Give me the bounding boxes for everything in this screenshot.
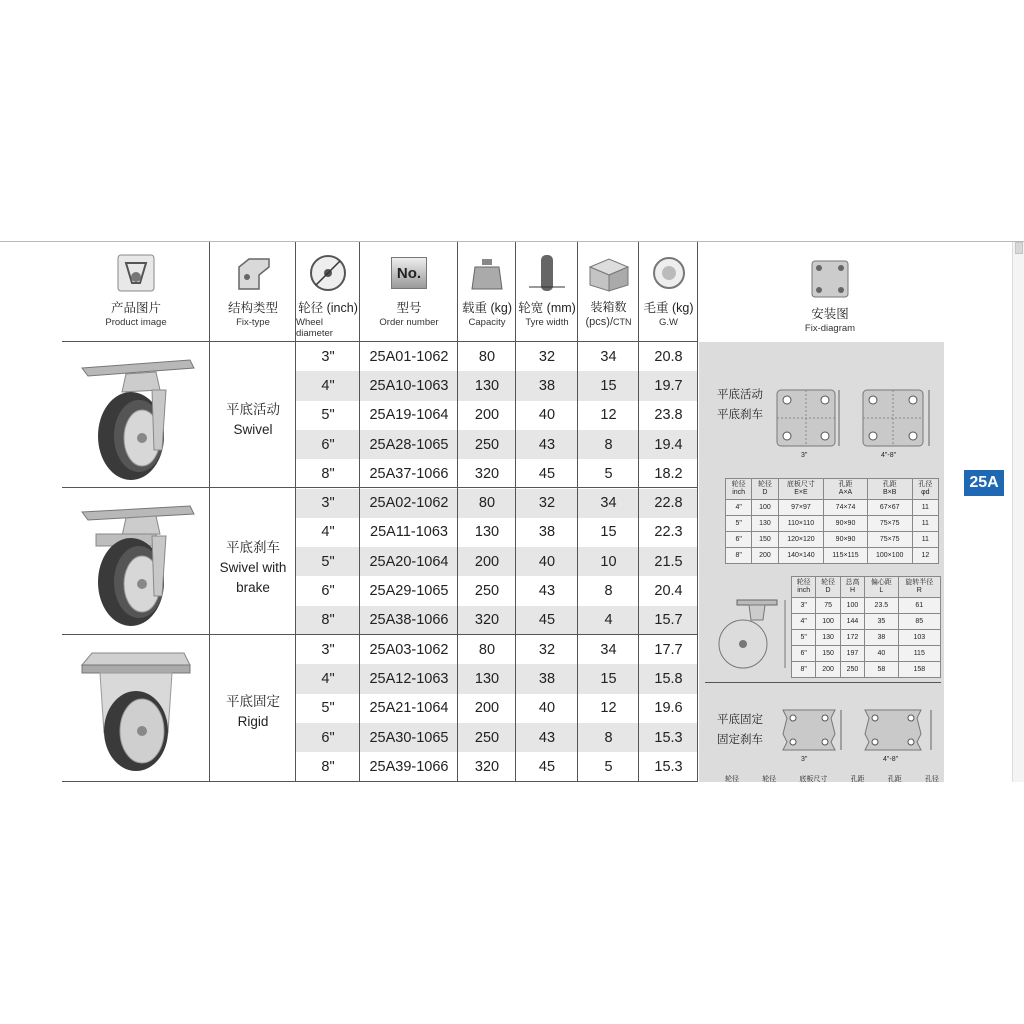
diagram-table-row — [726, 532, 939, 548]
wheel-diameter-icon — [308, 250, 348, 296]
order-number-cell: 25A03-1062 — [369, 641, 449, 658]
diagram-header-line: B×B — [882, 489, 897, 496]
capacity-cell: 200 — [474, 700, 500, 717]
scrollbar[interactable] — [1012, 242, 1024, 782]
diagram-header-line: H — [849, 587, 855, 594]
tyre-width-icon — [527, 250, 567, 296]
caption-3in: 3" — [801, 756, 808, 763]
wheel-diameter-cell: 8" — [321, 465, 335, 482]
order-number-cell: 25A21-1064 — [369, 700, 449, 717]
pcs-ctn-cell: 8 — [604, 729, 613, 746]
diagram-table-row — [792, 630, 941, 646]
diagram-table-cell: 8" — [726, 548, 752, 564]
diagram-table-cell: 97×97 — [778, 500, 824, 516]
tyre-width-cell: 43 — [538, 729, 556, 746]
header-cn: 产品图片 — [110, 301, 161, 315]
fix-type-rigid — [210, 692, 296, 732]
gw-cell: 19.6 — [654, 700, 683, 717]
diagram-table-header — [898, 577, 940, 598]
wheel-diameter-cell: 4" — [321, 670, 335, 687]
header-en: G.W — [659, 317, 678, 328]
diagram-table-cell: 144 — [840, 614, 864, 630]
column-divider — [697, 242, 698, 782]
wheel-diameter-cell: 6" — [321, 583, 335, 600]
order-number-cell: 25A11-1063 — [370, 524, 448, 541]
fix-diagram-panel — [699, 342, 944, 782]
diagram-label-rigid — [717, 710, 763, 750]
column-divider — [359, 242, 360, 782]
fix-type-swivel-brake — [210, 538, 296, 598]
column-divider — [638, 242, 639, 782]
diagram-table-header — [867, 479, 912, 500]
box-icon — [584, 250, 634, 296]
order-number-cell: 25A29-1065 — [369, 583, 449, 600]
diagram-table-row — [792, 662, 941, 678]
product-image-rigid — [62, 640, 210, 778]
bottom-header-cell: 底板尺寸 — [799, 776, 828, 782]
gw-cell: 15.7 — [654, 612, 683, 629]
diagram-table-cell: 115×115 — [824, 548, 867, 564]
diagram-table-cell: 100 — [816, 614, 840, 630]
tyre-width-cell: 40 — [538, 553, 556, 570]
diagram-header-line: 总高 — [845, 579, 860, 586]
header-en: Tyre width — [525, 317, 569, 328]
diagram-table-cell: 100 — [840, 598, 864, 614]
diagram-table-cell: 200 — [816, 662, 840, 678]
diagram-label-line: 平底固定 — [717, 714, 763, 726]
diagram-table-cell: 250 — [840, 662, 864, 678]
order-number-cell: 25A30-1065 — [369, 729, 449, 746]
header-cn: 载重 (kg) — [461, 301, 512, 315]
diagram-table-cell: 100 — [752, 500, 778, 516]
diagram-table-cell: 140×140 — [778, 548, 824, 564]
diagram-table-cell: 130 — [816, 630, 840, 646]
wheel-diameter-cell: 4" — [321, 524, 335, 541]
gw-cell: 17.7 — [654, 641, 683, 658]
diagram-header-line: 轮径 — [731, 481, 746, 488]
capacity-cell: 200 — [474, 553, 500, 570]
order-number-cell: 25A28-1065 — [369, 436, 449, 453]
diagram-label-line: 固定刹车 — [717, 734, 763, 746]
capacity-cell: 320 — [474, 758, 500, 775]
plate-drawing-3in — [775, 382, 847, 450]
gw-cell: 15.8 — [654, 670, 683, 687]
wheel-diameter-cell: 6" — [321, 729, 335, 746]
wheel-diameter-cell: 5" — [321, 700, 335, 717]
column-divider — [577, 242, 578, 782]
header-tyre-width — [516, 242, 578, 342]
diagram-table-cell: 75×75 — [867, 532, 912, 548]
diagram-table-cell: 103 — [898, 630, 940, 646]
diagram-header-line: 轮径 — [796, 579, 811, 586]
diagram-header-line: φd — [921, 489, 930, 496]
number-badge-icon — [391, 250, 427, 296]
diagram-table-cell: 11 — [912, 516, 938, 532]
header-cn: 轮径 (inch) — [298, 301, 358, 315]
capacity-cell: 200 — [474, 407, 500, 424]
diagram-table-cell: 197 — [840, 646, 864, 662]
order-number-cell: 25A20-1064 — [369, 553, 449, 570]
diagram-table-cell: 6" — [726, 532, 752, 548]
capacity-cell: 80 — [478, 641, 496, 658]
number-badge-text: No. — [391, 257, 427, 289]
diagram-table-cell: 8" — [792, 662, 816, 678]
diagram-header-line: R — [916, 587, 922, 594]
capacity-cell: 130 — [474, 524, 500, 541]
pcs-ctn-cell: 8 — [604, 436, 613, 453]
diagram-table-header — [752, 479, 778, 500]
header-fix-diagram — [699, 242, 961, 342]
capacity-cell: 130 — [474, 670, 500, 687]
gw-cell: 19.4 — [654, 436, 683, 453]
diagram-table-header — [726, 479, 752, 500]
tyre-width-cell: 32 — [538, 348, 556, 365]
diagram-table-cell: 23.5 — [865, 598, 898, 614]
wheel-outline-icon — [116, 250, 156, 296]
bottom-table-header — [725, 774, 939, 782]
bracket-icon — [233, 250, 273, 296]
order-number-cell: 25A38-1066 — [369, 612, 449, 629]
header-en: Fix-diagram — [804, 323, 856, 334]
tyre-width-cell: 45 — [538, 465, 556, 482]
tyre-width-cell: 32 — [538, 495, 556, 512]
header-pcs-text: (pcs)/ — [585, 316, 613, 328]
table-bottom-border — [62, 781, 698, 782]
diagram-table-header — [824, 479, 867, 500]
section-tab-25a[interactable]: 25A — [964, 470, 1004, 496]
capacity-cell: 320 — [474, 612, 500, 629]
diagram-header-line: 轮径 — [821, 579, 836, 586]
capacity-cell: 250 — [474, 583, 500, 600]
fix-type-swivel — [210, 400, 296, 440]
scrollbar-thumb[interactable] — [1015, 242, 1023, 254]
pcs-ctn-cell: 12 — [600, 407, 617, 424]
gw-cell: 22.3 — [654, 524, 683, 541]
scale-icon — [650, 250, 688, 296]
capacity-cell: 250 — [474, 729, 500, 746]
pcs-ctn-cell: 8 — [604, 583, 613, 600]
wheel-diameter-cell: 6" — [321, 436, 335, 453]
diagram-table-cell: 4" — [726, 500, 752, 516]
pcs-ctn-cell: 34 — [600, 348, 617, 365]
capacity-cell: 130 — [474, 377, 500, 394]
tyre-width-cell: 45 — [538, 612, 556, 629]
diagram-label-line: 平底活动 — [717, 389, 763, 401]
tyre-width-cell: 43 — [538, 583, 556, 600]
order-number-cell: 25A37-1066 — [369, 465, 449, 482]
capacity-cell: 80 — [478, 348, 496, 365]
wheel-diameter-cell: 4" — [321, 377, 335, 394]
diagram-table-cell: 200 — [752, 548, 778, 564]
diagram-table-cell: 5" — [726, 516, 752, 532]
fix-type-en: Rigid — [237, 714, 269, 729]
diagram-table-row — [726, 548, 939, 564]
wheel-diameter-cell: 8" — [321, 612, 335, 629]
pcs-ctn-cell: 5 — [604, 465, 613, 482]
gw-cell: 22.8 — [654, 495, 683, 512]
gw-cell: 21.5 — [654, 553, 683, 570]
diagram-header-line: 底板尺寸 — [786, 481, 815, 488]
weight-icon — [469, 250, 505, 296]
caption-4-8in: 4"-8" — [883, 756, 899, 763]
header-capacity — [458, 242, 516, 342]
diagram-label-line: 平底刹车 — [717, 409, 763, 421]
pcs-ctn-cell: 15 — [600, 377, 617, 394]
diagram-header-line: L — [879, 587, 884, 594]
order-number-cell: 25A12-1063 — [369, 670, 449, 687]
gw-cell: 23.8 — [654, 407, 683, 424]
bottom-header-cell: 孔距 — [887, 776, 902, 782]
diagram-header-line: D — [762, 489, 768, 496]
header-cn: 毛重 (kg) — [643, 301, 694, 315]
header-en: Capacity — [468, 317, 506, 328]
tyre-width-cell: 38 — [538, 670, 556, 687]
header-pcs-ctn — [578, 242, 639, 342]
header-cn: 安装图 — [811, 307, 849, 321]
diagram-table-header — [840, 577, 864, 598]
diagram-header-line: 轮径 — [757, 481, 772, 488]
bottom-header-cell: 孔距 — [850, 776, 865, 782]
header-cn: 型号 — [396, 301, 422, 315]
diagram-table-cell: 6" — [792, 646, 816, 662]
header-cn: 结构类型 — [227, 301, 278, 315]
diagram-table-row — [726, 516, 939, 532]
diagram-table-cell: 61 — [898, 598, 940, 614]
diagram-table-cell: 90×90 — [824, 516, 867, 532]
order-number-cell: 25A10-1063 — [369, 377, 449, 394]
diagram-header-line: 孔径 — [918, 481, 933, 488]
tyre-width-cell: 38 — [538, 377, 556, 394]
diagram-table-cell: 100×100 — [867, 548, 912, 564]
diagram-table-cell: 35 — [865, 614, 898, 630]
diagram-table-cell: 110×110 — [778, 516, 824, 532]
column-divider — [457, 242, 458, 782]
header-pcs-line — [586, 316, 632, 328]
rigid-plate-drawing-3in — [777, 704, 851, 754]
pcs-ctn-cell: 5 — [604, 758, 613, 775]
diagram-table-header — [912, 479, 938, 500]
column-divider — [209, 242, 210, 782]
diagram-header-line: E×E — [794, 489, 808, 496]
diagram-header-line: D — [825, 587, 831, 594]
pcs-ctn-cell: 10 — [600, 553, 617, 570]
header-wheel-diameter — [296, 242, 360, 342]
product-image-swivel-brake — [62, 494, 210, 630]
pcs-ctn-cell: 4 — [604, 612, 613, 629]
wheel-diameter-cell: 3" — [321, 495, 335, 512]
diagram-table-cell: 40 — [865, 646, 898, 662]
plate-icon — [811, 256, 849, 302]
wheel-diameter-cell: 3" — [321, 348, 335, 365]
diagram-header-line: inch — [797, 587, 811, 594]
gw-cell: 18.2 — [654, 465, 683, 482]
rigid-plate-drawing-4-8in — [859, 704, 941, 754]
diagram-table-cell: 38 — [865, 630, 898, 646]
column-divider — [295, 242, 296, 782]
header-fix-type — [210, 242, 296, 342]
header-gw — [639, 242, 698, 342]
pcs-ctn-cell: 34 — [600, 495, 617, 512]
plate-size-table — [725, 478, 939, 564]
pcs-ctn-cell: 15 — [600, 670, 617, 687]
tyre-width-cell: 40 — [538, 700, 556, 717]
plate-drawing-4-8in — [861, 382, 941, 450]
order-number-cell: 25A02-1062 — [369, 495, 449, 512]
diagram-table-row — [792, 598, 941, 614]
bottom-header-cell: 孔径 — [924, 776, 939, 782]
diagram-table-cell: 11 — [912, 500, 938, 516]
wheel-diameter-cell: 3" — [321, 641, 335, 658]
order-number-cell: 25A01-1062 — [369, 348, 449, 365]
diagram-table-cell: 120×120 — [778, 532, 824, 548]
header-divider — [62, 341, 698, 342]
diagram-table-cell: 75×75 — [867, 516, 912, 532]
order-number-cell: 25A39-1066 — [369, 758, 449, 775]
tyre-width-cell: 40 — [538, 407, 556, 424]
diagram-divider — [705, 682, 941, 683]
diagram-table-cell: 150 — [752, 532, 778, 548]
diagram-table-row — [792, 614, 941, 630]
diagram-header-line: 偏心距 — [870, 579, 892, 586]
bottom-header-cell: 轮径 — [725, 776, 739, 782]
group-divider — [62, 487, 698, 488]
order-number-cell: 25A19-1064 — [369, 407, 449, 424]
diagram-table-header — [865, 577, 898, 598]
diagram-table-cell: 130 — [752, 516, 778, 532]
tyre-width-cell: 43 — [538, 436, 556, 453]
diagram-table-row — [726, 500, 939, 516]
pcs-ctn-cell: 12 — [600, 700, 617, 717]
pcs-ctn-cell: 15 — [600, 524, 617, 541]
diagram-table-cell: 85 — [898, 614, 940, 630]
capacity-cell: 80 — [478, 495, 496, 512]
header-en: Fix-type — [236, 317, 270, 328]
header-order-number — [360, 242, 458, 342]
diagram-header-line: 旋转半径 — [905, 579, 934, 586]
fix-type-cn: 平底固定 — [226, 694, 280, 709]
capacity-cell: 250 — [474, 436, 500, 453]
diagram-table-cell: 158 — [898, 662, 940, 678]
tyre-width-cell: 32 — [538, 641, 556, 658]
column-divider — [515, 242, 516, 782]
diagram-table-cell: 150 — [816, 646, 840, 662]
diagram-table-cell: 5" — [792, 630, 816, 646]
diagram-table-cell: 74×74 — [824, 500, 867, 516]
header-cn: 装箱数 — [590, 300, 627, 314]
header-en: Order number — [379, 317, 439, 328]
diagram-header-line: A×A — [838, 489, 853, 496]
gw-cell: 20.4 — [654, 583, 683, 600]
group-divider — [62, 634, 698, 635]
diagram-label-swivel — [717, 385, 763, 425]
fix-type-en: Swivel with brake — [219, 560, 287, 595]
header-en: Wheel diameter — [296, 317, 333, 339]
tyre-width-cell: 45 — [538, 758, 556, 775]
wheel-diameter-cell: 5" — [321, 553, 335, 570]
diagram-table-cell: 172 — [840, 630, 864, 646]
bottom-header-cell: 轮径 — [762, 776, 777, 782]
diagram-table-row — [792, 646, 941, 662]
capacity-cell: 320 — [474, 465, 500, 482]
diagram-table-cell: 3" — [792, 598, 816, 614]
caption-3in: 3" — [801, 452, 808, 459]
diagram-table-cell: 4" — [792, 614, 816, 630]
diagram-table-cell: 67×67 — [867, 500, 912, 516]
diagram-table-header — [778, 479, 824, 500]
fix-type-en: Swivel — [233, 422, 273, 437]
diagram-table-header — [816, 577, 840, 598]
wheel-diameter-cell: 5" — [321, 407, 335, 424]
wheel-diameter-cell: 8" — [321, 758, 335, 775]
pcs-ctn-cell: 34 — [600, 641, 617, 658]
header-cn: 轮宽 (mm) — [518, 301, 576, 315]
header-en: Product image — [105, 317, 167, 328]
caster-side-drawing — [713, 594, 793, 670]
fix-type-cn: 平底活动 — [226, 402, 280, 417]
diagram-header-line: 孔距 — [838, 481, 853, 488]
tyre-width-cell: 38 — [538, 524, 556, 541]
diagram-table-cell: 58 — [865, 662, 898, 678]
caption-4-8in: 4"-8" — [881, 452, 897, 459]
diagram-header-line: 孔距 — [882, 481, 897, 488]
gw-cell: 15.3 — [654, 729, 683, 746]
header-product-image — [62, 242, 210, 342]
gw-cell: 19.7 — [654, 377, 683, 394]
diagram-table-cell: 115 — [898, 646, 940, 662]
diagram-table-cell: 11 — [912, 532, 938, 548]
gw-cell: 15.3 — [654, 758, 683, 775]
fix-type-cn: 平底刹车 — [226, 540, 280, 555]
product-image-swivel — [62, 346, 210, 486]
dimension-table — [791, 576, 941, 678]
diagram-header-line: inch — [732, 489, 746, 496]
gw-cell: 20.8 — [654, 348, 683, 365]
diagram-table-cell: 75 — [816, 598, 840, 614]
diagram-table-cell: 90×90 — [824, 532, 867, 548]
diagram-table-header — [792, 577, 816, 598]
diagram-table-cell: 12 — [912, 548, 938, 564]
header-ctn-text: CTN — [613, 317, 632, 327]
